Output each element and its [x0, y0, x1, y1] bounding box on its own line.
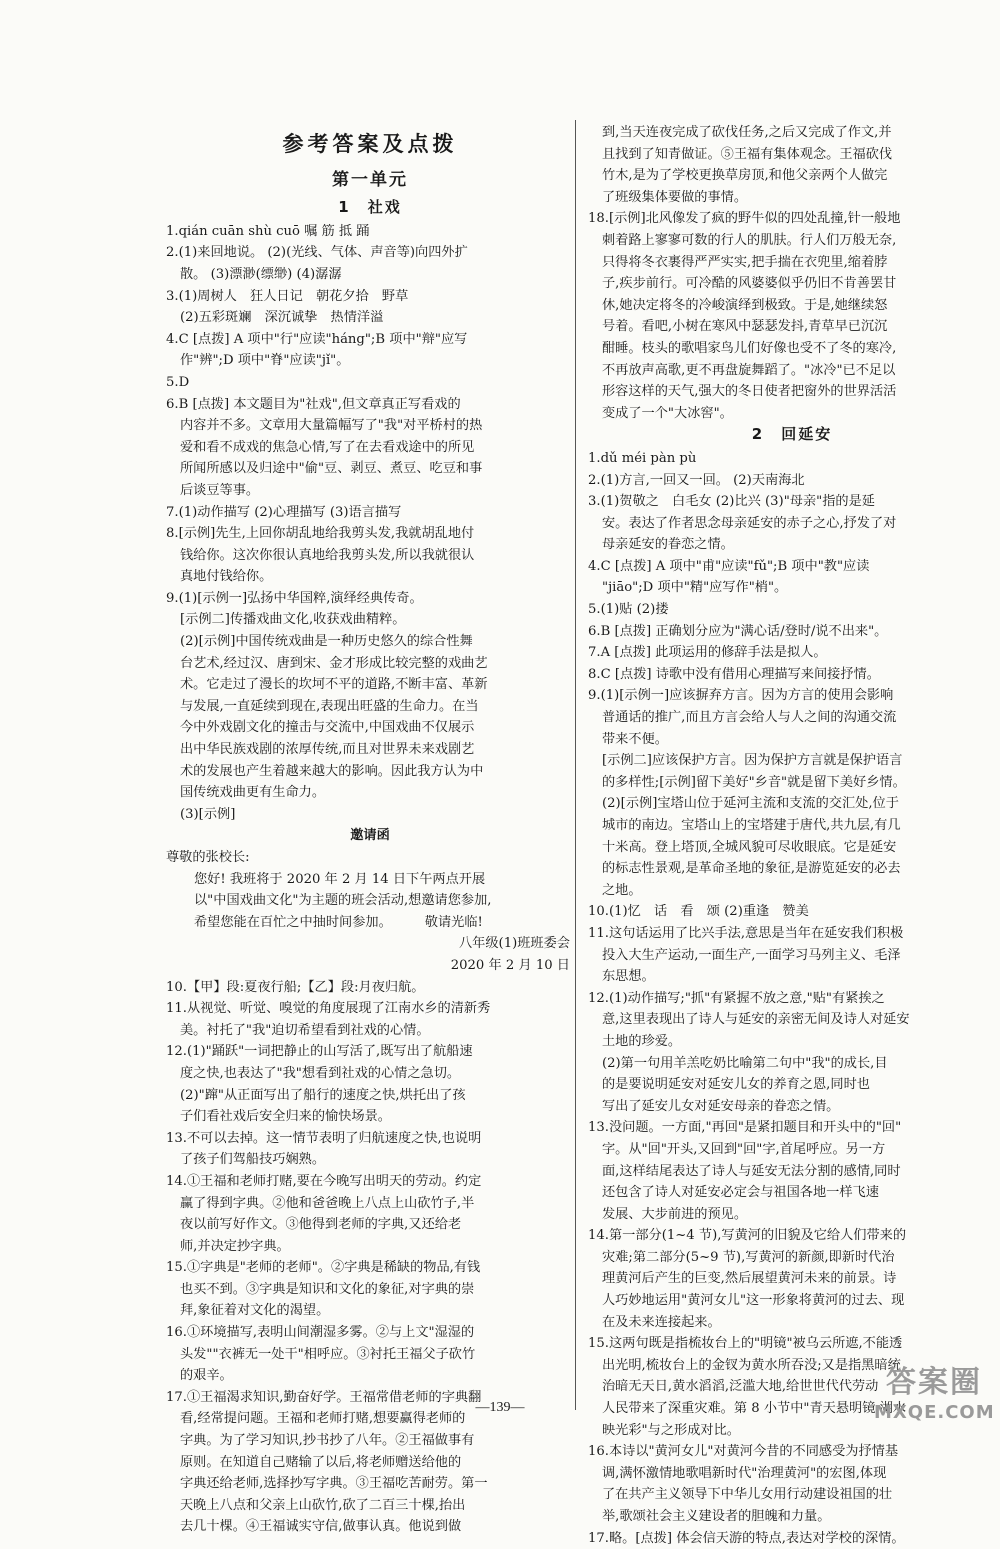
answer-line: 11.这句话运用了比兴手法,意思是当年在延安我们积极	[588, 925, 904, 941]
answer-line: 不再放声高歌,更不再盘旋舞蹈了。"冰冷"已不足以	[602, 362, 896, 378]
answer-line: 师,并决定抄字典。	[180, 1238, 290, 1254]
lesson-title-1: 1 社戏	[338, 198, 402, 217]
answer-line: 6.B [点拨] 正确划分应为"满心话/登时/说不出来"。	[588, 623, 888, 639]
answer-line: 4.C [点拨] A 项中"行"应读"háng";B 项中"辩"应写	[166, 331, 468, 347]
answer-line: 您好! 我班将于 2020 年 2 月 14 日下午两点开展	[194, 871, 486, 887]
answer-line: 3.(1)周树人 狂人日记 朝花夕拾 野草	[166, 288, 409, 304]
answer-line: 带来不便。	[602, 731, 668, 747]
page-title: 参考答案及点拨	[282, 132, 458, 156]
answer-line: 所闻所感以及归途中"偷"豆、剥豆、煮豆、吃豆和事	[180, 461, 483, 477]
left-column	[166, 134, 574, 1538]
answer-line: 内容并不多。文章用大量篇幅写了"我"对平桥村的热	[180, 418, 483, 434]
answer-line: 看,经常提问题。王福和老师打赌,想要赢得老师的	[180, 1411, 466, 1427]
answer-line: 之地。	[602, 882, 642, 898]
letter-body	[166, 869, 574, 934]
answer-line: 的是要说明延安对延安儿女的养育之恩,同时也	[602, 1077, 870, 1093]
answer-line: 子,疾步前行。可冷酷的风婆婆似乎仍旧不肯善罢甘	[602, 276, 897, 292]
answer-line: 的标志性景观,是革命圣地的象征,是游览延安的必去	[602, 861, 901, 877]
answer-line: 头发""衣裤无一处干"相呼应。③衬托王福父子砍竹	[180, 1346, 476, 1362]
watermark-text: 答案圈	[886, 1365, 982, 1400]
answer-line: 12.(1)"踊跃"一词把静止的山写活了,既写出了航船速	[166, 1044, 473, 1060]
answer-line: 号着。看吧,小树在寒风中瑟瑟发抖,青草早已沉沉	[602, 319, 888, 335]
answer-line: 6.B [点拨] 本文题目为"社戏",但文章真正写看戏的	[166, 396, 461, 412]
answer-line: 与发展,一直延续到现在,表现出旺盛的生命力。在当	[180, 698, 479, 714]
answer-line: 11.从视觉、听觉、嗅觉的角度展现了江南水乡的清新秀	[166, 1001, 491, 1017]
answer-line: 15.这两句既是指梳妆台上的"明镜"被乌云所遮,不能透	[588, 1336, 903, 1352]
answer-line: 了班级集体要做的事情。	[602, 189, 748, 205]
answer-line: 钱给你。这次你很认真地给我剪头发,所以我就很认	[180, 547, 475, 563]
right-column	[588, 122, 996, 1549]
answer-line: 的多样性;[示例]留下美好"乡音"就是留下美好乡情。	[602, 774, 906, 790]
answer-line: 16.本诗以"黄河女儿"对黄河今昔的不同感受为抒情基	[588, 1444, 899, 1460]
answer-line: 8.[示例]先生,上回你胡乱地给我剪头发,我就胡乱地付	[166, 526, 475, 542]
answer-line: 竹木,是为了学校更换草房顶,和他父亲两个人做完	[602, 168, 888, 184]
answer-line: 爱和看不成戏的焦急心情,写了在去看戏途中的所见	[180, 439, 475, 455]
answer-line: 2.(1)来回地说。 (2)(光线、气体、声音等)向四外扩	[166, 245, 468, 261]
answer-line: 到,当天连夜完成了砍伐任务,之后又完成了作文,并	[602, 125, 892, 140]
answer-line: 土地的珍爱。	[602, 1033, 682, 1049]
answer-line: "jiāo";D 项中"精"应写作"梢"。	[602, 580, 788, 596]
answer-line: 真地付钱给你。	[180, 569, 273, 585]
answer-line: 安。表达了作者思念母亲延安的赤子之心,抒发了对	[602, 515, 897, 531]
answer-line: 希望您能在百忙之中抽时间参加。 敬请光临!	[194, 914, 483, 930]
answer-line: 美。衬托了"我"迫切希望看到社戏的心情。	[180, 1022, 430, 1038]
answer-line: (2)第一句用羊羔吃奶比喻第二句中"我"的成长,目	[602, 1055, 888, 1071]
answer-line: 7.A [点拨] 此项运用的修辞手法是拟人。	[588, 645, 827, 661]
answer-line: 9.(1)[示例一]应该摒弃方言。因为方言的使用会影响	[588, 688, 894, 704]
answer-line: 人巧妙地运用"黄河女儿"这一形象将黄河的过去、现	[602, 1293, 905, 1309]
answer-line: 字典还给老师,选择抄写字典。③王福吃苦耐劳。第一	[180, 1476, 488, 1492]
answer-line: 的艰辛。	[180, 1368, 233, 1384]
answer-line: 还包含了诗人对延安必定会与祖国各地一样飞速	[602, 1185, 879, 1201]
answer-line: [示例二]传播戏曲文化,收获戏曲精粹。	[180, 612, 406, 628]
answer-line: 投入大生产运动,一面生产,一面学习马列主义、毛泽	[602, 947, 901, 963]
answer-line: 灾难;第二部分(5~9 节),写黄河的新颜,即新时代治	[602, 1249, 895, 1265]
answer-line: 9.(1)[示例一]弘扬中华国粹,演绎经典传奇。	[166, 590, 423, 606]
answer-line: 人民带来了深重灾难。第 8 小节中"青天悬明镜,湖水	[602, 1401, 906, 1417]
answer-line: 治暗无天日,黄水滔滔,泛滥大地,给世世代代劳动	[602, 1379, 879, 1395]
answer-line: 10.【甲】段:夏夜行船;【乙】段:月夜归航。	[166, 979, 425, 995]
answer-line: 7.(1)动作描写 (2)心理描写 (3)语言描写	[166, 504, 402, 520]
answer-line: 十米高。登上塔顶,全城风貌可尽收眼底。它是延安	[602, 839, 897, 855]
answer-line: 字典。为了学习知识,抄书抄了八年。②王福做事有	[180, 1433, 475, 1449]
letter-title: 邀请函	[350, 828, 390, 844]
answer-line: 16.①环境描写,表明山间潮湿多雾。②与上文"湿湿的	[166, 1325, 475, 1341]
answer-line: 术。它走过了漫长的坎坷不平的道路,不断丰富、革新	[180, 677, 488, 693]
answer-line: [示例二]应该保护方言。因为保护方言就是保护语言	[602, 753, 903, 769]
answer-line: 拜,象征着对文化的渴望。	[180, 1303, 330, 1319]
answer-line: 18.[示例]北风像发了疯的野牛似的四处乱撞,针一般地	[588, 211, 901, 227]
answer-line: 出光明,梳妆台上的金钗为黄水所吞没;又是指黑暗统	[602, 1357, 901, 1373]
answer-line: 只得将冬衣裹得严严实实,把手揣在衣兜里,缩着脖	[602, 254, 888, 270]
answer-line: 13.没问题。一方面,"再回"是紧扣题目和开头中的"回"	[588, 1120, 902, 1136]
answer-line: 5.(1)贴 (2)搂	[588, 602, 669, 618]
letter-salutation: 尊敬的张校长:	[166, 850, 250, 865]
answer-line: 形容这样的天气,强大的冬日使者把窗外的世界活活	[602, 384, 897, 400]
answer-line: 城市的南边。宝塔山上的宝塔建于唐代,共九层,有几	[602, 818, 901, 833]
watermark-url: MXQE.COM	[874, 1402, 995, 1423]
answer-line: (2)"蹿"从正面写出了船行的速度之快,烘托出了孩	[180, 1087, 466, 1103]
lesson-title-2: 2 回延安	[751, 425, 833, 444]
answer-line: 1.dǔ méi pàn pù	[588, 450, 697, 466]
answer-line: 子们看社戏后安全归来的愉快场景。	[180, 1109, 391, 1125]
answer-line: 4.C [点拨] A 项中"甫"应读"fǔ";B 项中"教"应读	[588, 558, 870, 574]
answer-line: (2)[示例]中国传统戏曲是一种历史悠久的综合性舞	[180, 634, 473, 650]
answer-line: 3.(1)贺敬之 白毛女 (2)比兴 (3)"母亲"指的是延	[588, 494, 875, 510]
answer-line: 了在共产主义领导下中华儿女用行动建设祖国的壮	[602, 1487, 893, 1503]
lesson1-answers-tail	[588, 122, 996, 424]
answer-line: 赢了得到字典。②他和爸爸晚上八点上山砍竹子,半	[180, 1195, 475, 1211]
column-divider	[575, 120, 576, 1410]
letter-date: 2020 年 2 月 10 日	[450, 957, 570, 973]
answer-line: 刺着路上寥寥可数的行人的肌肤。行人们万般无奈,	[602, 232, 897, 248]
lesson1-answers-continued	[166, 977, 574, 1538]
answer-line: 变成了一个"大冰窖"。	[602, 405, 733, 421]
answer-line: 原则。在知道自己赌输了以后,将老师赠送给他的	[180, 1454, 462, 1470]
answer-line: 意,这里表现出了诗人与延安的亲密无间及诗人对延安	[602, 1012, 910, 1028]
answer-line: 理黄河后产生的巨变,然后展望黄河未来的前景。诗	[602, 1271, 897, 1287]
answer-line: 14.①王福和老师打赌,要在今晚写出明天的劳动。约定	[166, 1173, 482, 1189]
answer-line: 去几十棵。④王福诚实守信,做事认真。他说到做	[180, 1519, 462, 1535]
unit-title: 第一单元	[332, 169, 408, 190]
answer-line: 也买不到。③字典是知识和文化的象征,对字典的崇	[180, 1281, 475, 1297]
watermark-logo	[874, 1364, 994, 1434]
answer-line: 发展、大步前进的预见。	[602, 1206, 748, 1222]
answer-line: 且找到了知青做证。⑤王福有集体观念。王福砍伐	[602, 146, 893, 162]
answer-line: 国传统戏曲更有生命力。	[180, 785, 326, 801]
answer-line: 出中华民族戏剧的浓厚传统,而且对世界未来戏剧艺	[180, 742, 475, 758]
answer-line: 调,满怀激情地歌唱新时代"治理黄河"的宏图,体现	[602, 1465, 887, 1481]
answer-line: 休,她决定将冬的冷峻演绎到极致。于是,她继续怒	[602, 297, 888, 313]
answer-line: (2)五彩斑斓 深沉诚挚 热情洋溢	[180, 310, 384, 326]
answer-line: 东思想。	[602, 969, 655, 985]
answer-line: 后谈豆等事。	[180, 482, 260, 498]
answer-line: 母亲延安的眷恋之情。	[602, 537, 734, 553]
answer-line: 夜以前写好作文。③他得到老师的字典,又还给老	[180, 1217, 462, 1233]
answer-line: 13.不可以去掉。这一情节表明了归航速度之快,也说明	[166, 1130, 482, 1146]
answer-line: 写出了延安儿女对延安母亲的眷恋之情。	[602, 1098, 840, 1114]
answer-line: 天晚上八点和父亲上山砍竹,砍了二百三十棵,抬出	[180, 1497, 466, 1513]
answer-line: 今中外戏剧文化的撞击与交流中,中国戏曲不仅展示	[180, 720, 475, 736]
letter-sender: 八年级(1)班班委会	[459, 936, 570, 952]
answer-line: 在及未来连接起来。	[602, 1314, 721, 1330]
answer-line: 散。 (3)漂渺(缥缈) (4)潺潺	[180, 266, 342, 282]
answer-line: (3)[示例]	[180, 806, 236, 822]
answer-line: 2.(1)方言,一回又一回。 (2)天南海北	[588, 472, 805, 488]
answer-line: 15.①字典是"老师的老师"。②字典是稀缺的物品,有钱	[166, 1260, 481, 1276]
answer-line: 映光彩"与之形成对比。	[602, 1422, 740, 1438]
answer-line: 字。从"回"开头,又回到"回"字,首尾呼应。另一方	[602, 1141, 886, 1157]
answer-line: (2)[示例]宝塔山位于延河主流和支流的交汇处,位于	[602, 796, 899, 812]
answer-line: 5.D	[166, 374, 190, 390]
answer-line: 了孩子们驾船技巧娴熟。	[180, 1152, 326, 1168]
answer-line: 举,歌颂社会主义建设者的胆魄和力量。	[602, 1509, 831, 1524]
answer-line: 17.略。[点拨] 体会信天游的特点,表达对学校的深情。	[588, 1530, 905, 1546]
answer-line: 14.第一部分(1~4 节),写黄河的旧貌及它给人们带来的	[588, 1228, 907, 1244]
answer-line: 台艺术,经过汉、唐到宋、金才形成比较完整的戏曲艺	[180, 655, 488, 671]
answer-line: 作"辨";D 项中"脊"应读"jǐ"。	[180, 353, 350, 369]
answer-line: 1.qián cuān shù cuō 嘱 筋 抵 踊	[166, 223, 370, 239]
answer-line: 普通话的推广,而且方言会给人与人之间的沟通交流	[602, 710, 897, 726]
page-number: —139—	[475, 1400, 525, 1415]
lesson1-answers	[166, 221, 574, 826]
answer-line: 8.C [点拨] 诗歌中没有借用心理描写来间接抒情。	[588, 666, 880, 682]
answer-line: 以"中国戏曲文化"为主题的班会活动,想邀请您参加,	[194, 893, 492, 909]
answer-line: 度之快,也表达了"我"想看到社戏的心情之急切。	[180, 1065, 461, 1081]
answer-line: 10.(1)忆 话 看 颂 (2)重逢 赞美	[588, 904, 809, 920]
answer-line: 术的发展也产生着越来越大的影响。因此我方认为中	[180, 763, 484, 779]
answer-line: 12.(1)动作描写;"抓"有紧握不放之意,"贴"有紧挨之	[588, 990, 885, 1006]
answer-line: 17.①王福渴求知识,勤奋好学。王福常借老师的字典翻	[166, 1389, 482, 1405]
answer-line: 酣睡。枝头的歌唱家鸟儿们好像也受不了冬的寒冷,	[602, 340, 897, 356]
answer-line: 面,这样结尾表达了诗人与延安无法分割的感情,同时	[602, 1163, 901, 1179]
